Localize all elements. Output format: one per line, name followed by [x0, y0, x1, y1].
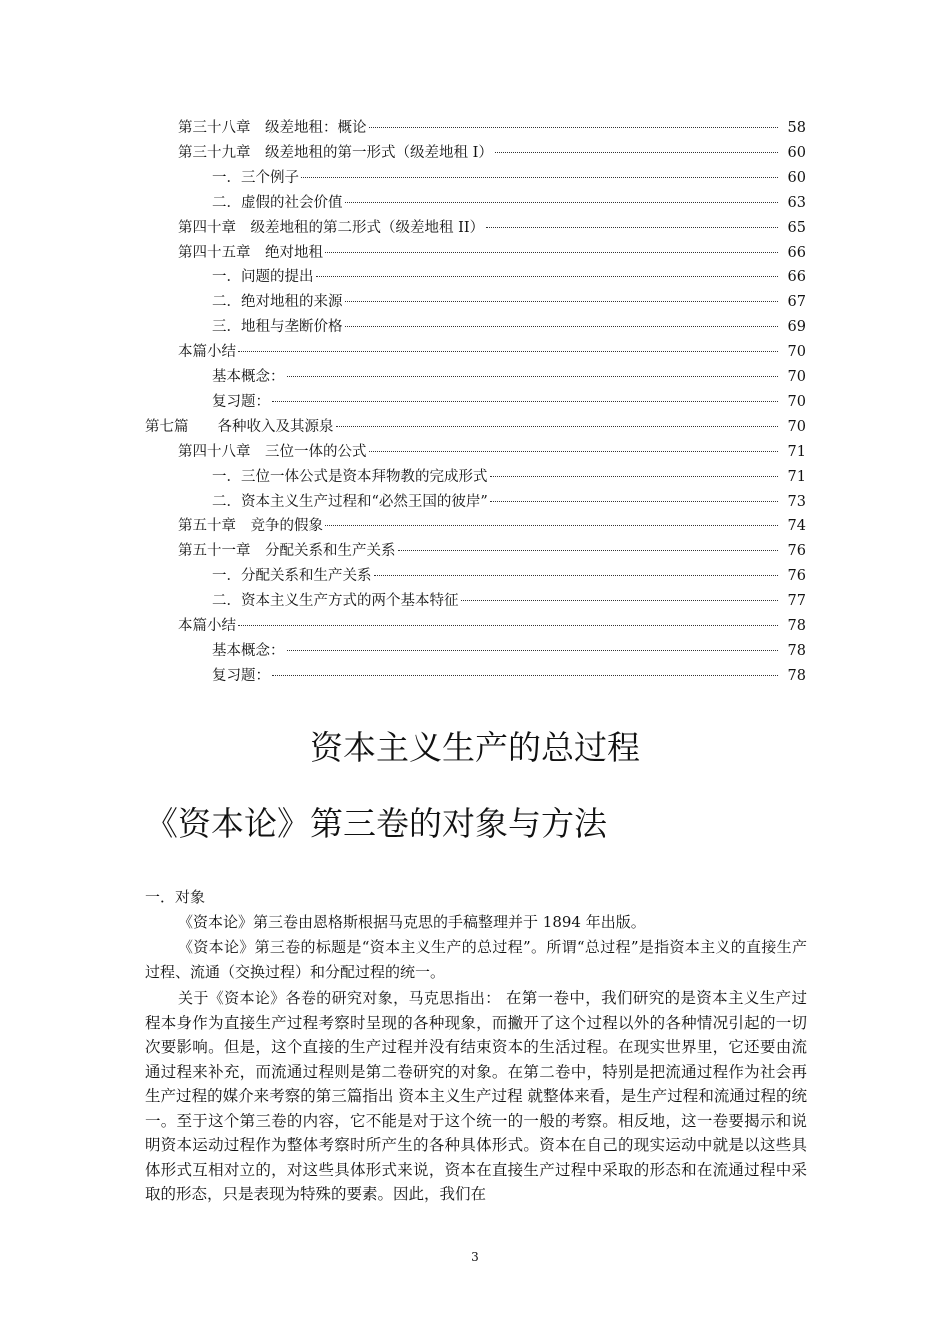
toc-dot-leader: [490, 476, 779, 477]
toc-entry-page: 71: [787, 468, 806, 485]
toc-entry-page: 78: [787, 642, 806, 659]
toc-entry-page: 65: [787, 219, 806, 236]
toc-entry-page: 70: [787, 344, 806, 361]
toc-entry-label: 一．三个例子: [212, 169, 299, 186]
toc-dot-leader: [461, 600, 779, 601]
toc-entry: [0, 365, 950, 390]
toc-entry-label: 第五十章 竞争的假象: [178, 518, 323, 535]
toc-entry-line: [212, 490, 806, 515]
toc-entry: [0, 116, 950, 141]
toc-dot-leader: [374, 575, 779, 576]
toc-dot-leader: [287, 650, 779, 651]
toc-entry: [0, 141, 950, 166]
toc-dot-leader: [272, 675, 778, 676]
toc-entry: [0, 639, 950, 664]
toc-entry-line: [212, 390, 806, 415]
toc-entry-line: [212, 639, 806, 664]
toc-entry-line: [212, 166, 806, 191]
toc-entry-label: 第三十九章 级差地租的第一形式（级差地租 I）: [178, 144, 493, 161]
main-title: 资本主义生产的总过程: [310, 728, 640, 767]
toc-entry-page: 77: [787, 593, 806, 610]
toc-entry-page: 71: [787, 443, 806, 460]
toc-entry-label: 第四十章 级差地租的第二形式（级差地租 II）: [178, 219, 485, 236]
toc-dot-leader: [272, 401, 778, 402]
toc-entry-page: 70: [787, 369, 806, 385]
toc-entry-line: [178, 241, 806, 266]
toc-entry-line: [212, 290, 806, 315]
toc-entry-line: [212, 365, 806, 390]
toc-entry-line: [178, 514, 806, 539]
toc-entry-label: 第五十一章 分配关系和生产关系: [178, 543, 396, 560]
toc-entry-label: 复习题：: [212, 393, 270, 410]
toc-entry-label: 二．绝对地租的来源: [212, 294, 343, 311]
toc-entry: [0, 241, 950, 266]
quote-text: 在第一卷中，我们研究的是资本主义生产过程本身作为直接生产过程考察时呈现的各种现象，而撇开了这个过程以外的各种情况引起的一切次要影响。但是，这个直接的生产过程并没有结束资本的生活过程。在现实世界里，它还要由流通过程来补充，而流通过程则是第二卷研究的对象。在第二卷中，特别是把流通过程作为社会再生产过程的媒介来考察的第三篇指出 资本主义生产过程 就整体来看，是生产过程和流通过程的统一。至于这个第三卷的内容，它不能是对于这个统一的一般的考察。相反地，这一卷要揭示和说明资本运动过程作为整体考察时所产生的各种具体形式。资本在自己的现实运动中就是以这些具体形式互相对立的，对这些具体形式来说，资本在直接生产过程中采取的形态和在流通过程中采取的形态，只是表现为特殊的要素。因此，我们在: [145, 989, 807, 1203]
toc-entry-page: 63: [787, 194, 806, 211]
toc-entry-label: 本篇小结: [178, 344, 236, 361]
toc-entry-label: 第四十八章 三位一体的公式: [178, 443, 367, 460]
toc-entry-label: 一．三位一体公式是资本拜物教的完成形式: [212, 468, 488, 485]
toc-dot-leader: [238, 351, 778, 352]
toc-entry-page: 74: [787, 518, 806, 535]
paragraph-marx-quote: [145, 986, 807, 1207]
paragraph-title-meaning: 《资本论》第三卷的标题是“资本主义生产的总过程”。所谓“总过程”是指资本主义的直接生产过程、流通（交换过程）和分配过程的统一。: [145, 938, 807, 981]
toc-entry-line: [212, 191, 806, 216]
toc-entry: [0, 415, 950, 440]
toc-entry-line: [178, 116, 806, 141]
toc-entry: [0, 390, 950, 415]
toc-dot-leader: [316, 276, 779, 277]
toc-entry-label: 一．分配关系和生产关系: [212, 568, 372, 585]
toc-dot-leader: [325, 252, 778, 253]
toc-entry-page: 58: [787, 120, 806, 136]
toc-entry-page: 73: [787, 493, 806, 510]
toc-entry-page: 67: [787, 294, 806, 311]
toc-dot-leader: [345, 202, 779, 203]
toc-entry-label: 二．资本主义生产过程和“必然王国的彼岸”: [212, 493, 488, 510]
toc-entry: [0, 490, 950, 515]
toc-entry-line: [212, 564, 806, 589]
toc-dot-leader: [345, 301, 779, 302]
toc-entry-label: 本篇小结: [178, 618, 236, 634]
toc-dot-leader: [336, 426, 779, 427]
toc-entry-page: 76: [787, 568, 806, 585]
toc-entry-line: [178, 141, 806, 166]
toc-entry-page: 78: [787, 618, 806, 634]
toc-entry: [0, 539, 950, 564]
toc-entry-label: 二．虚假的社会价值: [212, 194, 343, 211]
toc-entry: [0, 664, 950, 689]
toc-entry-page: 60: [787, 169, 806, 186]
toc-entry-label: 第七篇 各种收入及其源泉: [145, 418, 334, 435]
toc-dot-leader: [369, 451, 779, 452]
toc-entry-line: [178, 614, 806, 639]
toc-dot-leader: [495, 152, 778, 153]
toc-dot-leader: [490, 501, 778, 502]
toc-entry-label: 三．地租与垄断价格: [212, 319, 343, 336]
toc-entry-page: 70: [787, 418, 806, 435]
toc-entry: [0, 315, 950, 340]
toc-entry-line: [145, 415, 806, 440]
toc-entry-page: 78: [787, 667, 806, 684]
toc-entry-label: 基本概念：: [212, 369, 285, 385]
toc-entry-line: [212, 265, 806, 290]
toc-entry-page: 66: [787, 269, 806, 286]
section-heading: 一．对象: [145, 888, 206, 906]
toc-entry-page: 60: [787, 144, 806, 161]
toc-entry: [0, 465, 950, 490]
toc-entry-line: [178, 539, 806, 564]
toc-entry-line: [212, 315, 806, 340]
quote-intro: 关于《资本论》各卷的研究对象，马克思指出：: [178, 989, 501, 1007]
sub-title: 《资本论》第三卷的对象与方法: [145, 804, 607, 843]
toc-entry-line: [212, 465, 806, 490]
toc-dot-leader: [486, 227, 778, 228]
toc-entry-line: [212, 589, 806, 614]
toc-entry: [0, 514, 950, 539]
toc-dot-leader: [301, 177, 778, 178]
toc-entry-page: 76: [787, 543, 806, 560]
toc-entry-line: [212, 664, 806, 689]
toc-entry: [0, 614, 950, 639]
toc-entry-label: 第三十八章 级差地租：概论: [178, 120, 367, 136]
toc-entry-label: 一．问题的提出: [212, 269, 314, 286]
toc-entry: [0, 589, 950, 614]
toc-entry: [0, 340, 950, 365]
toc-entry-label: 二．资本主义生产方式的两个基本特征: [212, 593, 459, 610]
toc-entry-line: [178, 216, 806, 241]
toc-entry-label: 基本概念：: [212, 642, 285, 659]
toc-entry-page: 70: [787, 393, 806, 410]
toc-dot-leader: [398, 550, 779, 551]
toc-dot-leader: [238, 625, 778, 626]
toc-entry-line: [178, 340, 806, 365]
toc-entry-label: 第四十五章 绝对地租: [178, 244, 323, 261]
page-number: 3: [471, 1250, 479, 1264]
toc-entry: [0, 440, 950, 465]
toc-entry: [0, 191, 950, 216]
toc-entry-line: [178, 440, 806, 465]
toc-entry-page: 69: [787, 319, 806, 336]
toc-dot-leader: [345, 326, 779, 327]
toc-entry-page: 66: [787, 244, 806, 261]
toc-entry: [0, 265, 950, 290]
toc-entry-label: 复习题：: [212, 667, 270, 684]
toc-dot-leader: [325, 525, 778, 526]
toc-entry: [0, 166, 950, 191]
paragraph-publication: 《资本论》第三卷由恩格斯根据马克思的手稿整理并于 1894 年出版。: [178, 913, 646, 931]
toc-entry: [0, 564, 950, 589]
toc-entry: [0, 216, 950, 241]
toc-entry: [0, 290, 950, 315]
toc-dot-leader: [369, 127, 779, 128]
toc-dot-leader: [287, 376, 779, 377]
